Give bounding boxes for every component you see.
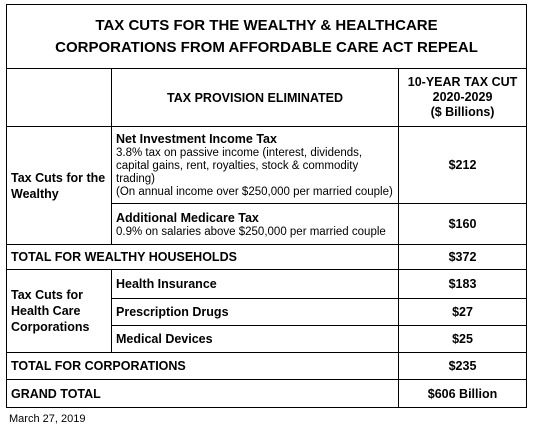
provision-name: Additional Medicare Tax [116,210,259,225]
table-row [7,270,527,299]
provision-note: (On annual income over $250,000 per married couple) [116,186,393,198]
header-blank-cell [7,69,112,127]
grand-total-row [7,380,527,408]
provision-name: Prescription Drugs [112,299,399,326]
header-amount-line-3: ($ Billions) [430,105,495,119]
group-label-corporations: Tax Cuts for Health Care Corporations [7,270,112,353]
provision-description: 3.8% tax on passive income (interest, dividends, capital gains, rent, royalties, stock & commodity trading) [116,147,363,185]
tax-cuts-table [6,4,527,408]
table-row [7,127,527,204]
footer-date: March 27, 2019 [9,413,86,425]
provision-cell [112,204,399,245]
total-amount: $235 [399,353,527,380]
amount-cell: $25 [399,326,527,353]
amount-cell: $183 [399,270,527,299]
provision-description: 0.9% on salaries above $250,000 per married couple [116,225,386,238]
title-line-2: CORPORATIONS FROM AFFORDABLE CARE ACT REPEAL [55,38,478,56]
header-amount-line-1: 10-YEAR TAX CUT [407,75,518,89]
total-label: TOTAL FOR WEALTHY HOUSEHOLDS [7,245,399,270]
title-line-1: TAX CUTS FOR THE WEALTHY & HEALTHCARE [95,16,438,34]
total-amount: $372 [399,245,527,270]
table-title [7,5,527,69]
total-label: TOTAL FOR CORPORATIONS [7,353,399,380]
header-amount [399,69,527,127]
total-row-corporations [7,353,527,380]
header-provision: TAX PROVISION ELIMINATED [112,69,399,127]
total-row-wealthy [7,245,527,270]
grand-total-label: GRAND TOTAL [7,380,399,408]
amount-cell: $27 [399,299,527,326]
amount-cell: $212 [399,127,527,204]
provision-name: Medical Devices [112,326,399,353]
provision-name: Net Investment Income Tax [116,132,277,146]
group-label-wealthy: Tax Cuts for the Wealthy [7,127,112,245]
header-amount-line-2: 2020-2029 [432,90,493,104]
amount-cell: $160 [399,204,527,245]
provision-name: Health Insurance [112,270,399,299]
provision-cell [112,127,399,204]
grand-total-amount: $606 Billion [399,380,527,408]
